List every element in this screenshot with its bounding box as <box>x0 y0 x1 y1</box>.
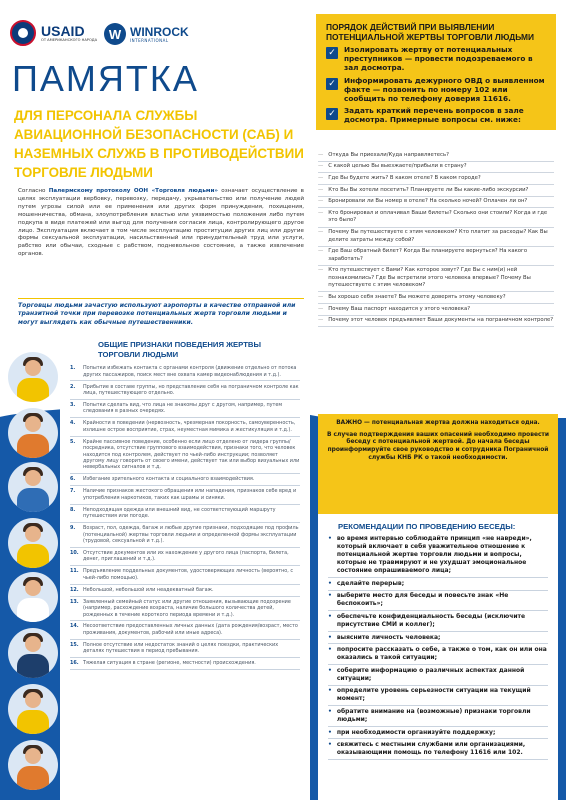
sign-item <box>70 400 300 418</box>
recommendation-text: обеспечьте конфиденциальность беседы (исключите присутствие СМИ и коллег); <box>336 613 526 629</box>
sign-item <box>70 486 300 504</box>
recommendation-item: • определите уровень серьезности ситуации на текущий момент; <box>328 686 548 707</box>
sign-number: 5. <box>70 438 76 445</box>
sign-number: 2. <box>70 383 76 390</box>
sign-number: 15. <box>70 641 79 648</box>
sign-number: 11. <box>70 568 79 575</box>
question-item: — Кто путешествует с Вами? Как которое зовут? Где Вы с ним(и) ней познакомились? Где Вы встретили этого человека впервые? Почему Вы путешествуете с этим человеком? <box>318 266 554 293</box>
check-icon: ✓ <box>326 47 338 59</box>
sign-text: Отсутствие документов или их нахождение у другого лица (паспорта, билета, денег, приглашений и т.д.). <box>83 549 289 563</box>
recommendation-item: • во время интервью соблюдайте принцип «не навреди», который включает в себя уважительное отношение к потенциальной жертве торговли людьми и вопросы, которые не травмируют и не ухудшат эмоциональное состояние опрашиваемого лица; <box>328 534 548 579</box>
warning-box <box>318 414 558 514</box>
sign-text: Крайности в поведении (нервозность, чрезмерная покорность, самоуверенность, излишне острое восприятие, страх, неуместная мимика и жестикуляция и т.д.). <box>83 420 296 433</box>
winrock-wordmark: WINROCK <box>130 24 189 39</box>
usaid-tagline: ОТ АМЕРИКАНСКОГО НАРОДА <box>41 38 98 42</box>
question-text: Почему Ваш паспорт находится у этого человека? <box>328 305 471 312</box>
sign-item <box>70 363 300 381</box>
recommendation-text: обратите внимание на (возможные) признаки торговли людьми; <box>336 708 531 724</box>
sign-item <box>70 566 300 584</box>
recommendation-item: • обратите внимание на (возможные) признаки торговли людьми; <box>328 706 548 727</box>
recommendation-text: определите уровень серьезности ситуации на текущий момент; <box>336 687 531 703</box>
recommendation-text: свяжитесь с местными службами или организациями, оказывающими помощь по телефону 11616 или 102. <box>336 741 526 757</box>
question-text: Кто путешествует с Вами? Как которое зовут? Где Вы с ним(и) ней познакомились? Где Вы встретили этого человека впервые? Почему Вы путешествуете с этим человеком? <box>328 267 531 289</box>
sign-item <box>70 523 300 548</box>
sign-text: Крайне пассивное поведение, особенно если лицо отделено от лидера группы/ посредника, отсутствие группового взаимодействия, признаки того, что человек находится под контролем, действует по чьей-либо инструкции; позволяет другому лицу говорить от своего имени, действует так или выбор визуальных или невербальных сигналов и т.д. <box>83 438 300 471</box>
recommendation-text: выясните личность человека; <box>336 633 441 641</box>
sign-text: Заявленный семейный статус или другие отношения, вызывающие подозрение (например, расхождение возраста, наличие большого количества детей, рожденных в течение короткого периода времени и т.д.). <box>83 598 291 618</box>
question-item: — Где Вы будете жить? В каком отеле? В каком городе? <box>318 173 554 185</box>
person-illustration-icon <box>8 408 58 458</box>
usaid-logo <box>10 18 98 48</box>
recommendation-text: попросите рассказать о себе, а также о том, как он или она оказались в такой ситуации; <box>336 646 547 662</box>
sign-text: Наличие признаков жестокого обращения или нападения, признаков себе вред и употребления наркотиков, таких как шрамы и синяки. <box>83 488 297 501</box>
recommendation-text: при необходимости организуйте поддержку; <box>336 728 496 736</box>
winrock-logo <box>104 20 214 48</box>
page-subtitle: ДЛЯ ПЕРСОНАЛА СЛУЖБЫ АВИАЦИОННОЙ БЕЗОПАСНОСТИ (САБ) И НАЗЕМНЫХ СЛУЖБ В ПРОТИВОДЕЙСТВИИ ТОРГОВЛЕ ЛЮДЬМИ <box>14 108 304 180</box>
sign-text: Возраст, пол, одежда, багаж и любые другие признаки, подходящие под профиль (потенциальной) жертвы торговли людьми и определенной формы эксплуатации (трудовой, сексуальной и т.д.). <box>83 525 299 544</box>
recommendation-item: • свяжитесь с местными службами или организациями, оказывающими помощь по телефону 11616 или 102. <box>328 739 548 760</box>
intro-divider <box>18 298 304 299</box>
question-text: Кто бронировал и оплачивал Ваши билеты? Сколько они стоили? Когда и где это было? <box>328 210 548 224</box>
sign-text: Попытки избежать контакта с органами контроля (движение отдельно от потока других пассажиров, поиск мест вне охвата камер видеонаблюдения и т.д.). <box>83 365 297 378</box>
question-text: Почему этот человек предъявляет Ваши документы на пограничном контроле? <box>328 317 554 324</box>
intro-text-pre: Согласно <box>18 188 49 194</box>
winrock-tagline: INTERNATIONAL <box>130 37 169 43</box>
winrock-mark-icon: W <box>104 23 126 45</box>
sign-item <box>70 548 300 566</box>
recommendation-item: • при необходимости организуйте поддержку; <box>328 727 548 740</box>
recommendation-text: во время интервью соблюдайте принцип «не навреди», который включает в себя уважительное отношение к потенциальной жертве торговли людьми и вопросы, которые не травмируют и не ухудшат эмоциональное состояние опрашиваемого лица; <box>336 535 532 575</box>
recommendation-item: • выясните личность человека; <box>328 632 548 645</box>
procedure-step-text: Изолировать жертву от потенциальных преступников — провести подозреваемого в зал досмотра. <box>344 45 533 72</box>
sign-item <box>70 381 300 399</box>
sign-number: 3. <box>70 401 76 408</box>
question-item: — Вы хорошо себя знаете? Вы можете доверять этому человеку? <box>318 292 554 304</box>
sign-text: Небольшой, небольшой или неадекватный багаж. <box>83 586 214 593</box>
person-illustration-icon <box>8 462 58 512</box>
person-illustration-icon <box>8 518 58 568</box>
sign-number: 13. <box>70 598 79 605</box>
sign-number: 7. <box>70 488 76 495</box>
recommendation-text: соберите информацию о различных аспектах данной ситуации; <box>336 666 525 682</box>
question-item: — Где Ваш обратный билет? Когда Вы планируете вернуться? На какого заработать? <box>318 247 554 266</box>
person-illustration-icon <box>8 684 58 734</box>
question-text: Вы хорошо себя знаете? Вы можете доверять этому человеку? <box>328 293 506 300</box>
sign-number: 4. <box>70 420 76 427</box>
recommendation-item: • сделайте перерыв; <box>328 578 548 591</box>
person-illustration-icon <box>8 352 58 402</box>
sign-item <box>70 585 300 597</box>
sign-item <box>70 640 300 658</box>
person-illustration-icon <box>8 572 58 622</box>
sign-item <box>70 505 300 523</box>
sign-text: Несоответствие предоставленных личных данных (дата рождения/возраст, место проживания, документов, рабочий или иные адреса). <box>83 623 298 636</box>
question-text: Где Ваш обратный билет? Когда Вы планируете вернуться? На какого заработать? <box>328 248 528 262</box>
sign-text: Избегание зрительного контакта и социального взаимодействия. <box>83 476 255 483</box>
sign-item <box>70 597 300 622</box>
procedure-step <box>326 77 546 104</box>
question-text: Где Вы будете жить? В каком отеле? В каком городе? <box>328 174 481 181</box>
signs-title: ОБЩИЕ ПРИЗНАКИ ПОВЕДЕНИЯ ЖЕРТВЫ ТОРГОВЛИ ЛЮДЬМИ <box>98 340 261 359</box>
intro-text-post: означает осуществление в целях эксплуатации вербовку, перевозку, передачу, укрывательство или получение людей путем угрозы силой или ее применения или других форм принуждения, похищения, мошенничества, обмана, злоупотребления властью или уязвимостью положения либо путем подкупа в виде платежей или выгод для получения согласия лица, контролирующего другое лицо. Эксплуатация включает в том числе эксплуатацию проституции других лиц или другие формы сексуальной эксплуатации, насильственный или принудительный труд или услуги, рабство или обычаи, сходные с рабством, подневольное состояние, а также извлечение органов. <box>18 188 304 258</box>
sign-text: Попытки сделать вид, что лица не знакомы друг с другом, например, путем следования в разных очередях. <box>83 401 283 415</box>
intro-paragraph <box>18 188 304 259</box>
recommendation-item: • соберите информацию о различных аспектах данной ситуации; <box>328 665 548 686</box>
usaid-wordmark: USAID <box>41 23 85 39</box>
sign-text: Тяжелая ситуация в стране (регионе, местности) происхождения. <box>83 660 256 667</box>
question-text: С какой целью Вы выезжаете/прибыли в страну? <box>328 163 467 170</box>
sign-number: 8. <box>70 506 76 513</box>
procedure-box <box>316 14 556 130</box>
recommendations-card <box>318 514 558 800</box>
question-item: — Откуда Вы приехали/Куда направляетесь? <box>318 150 554 162</box>
recommendations-title: РЕКОМЕНДАЦИИ ПО ПРОВЕДЕНИЮ БЕСЕДЫ: <box>338 522 516 531</box>
recommendation-text: сделайте перерыв; <box>336 579 405 587</box>
question-item: — Почему Вы путешествуете с этим человеком? Кто платит за расходы? Как Вы делите затраты между собой? <box>318 228 554 247</box>
sign-item <box>70 658 300 670</box>
person-illustration-icon <box>8 740 58 790</box>
question-text: Почему Вы путешествуете с этим человеком? Кто платит за расходы? Как Вы делите затраты между собой? <box>328 229 548 243</box>
sign-text: Неподходящая одежда или внешний вид, не соответствующий маршруту путешествия или погоде. <box>83 506 276 520</box>
procedure-step-text: Информировать дежурного ОВД о выявленном факте — позвонить по номеру 102 или сообщить по телефону доверия 11616. <box>344 75 545 103</box>
procedure-step <box>326 46 546 73</box>
question-item: — С какой целью Вы выезжаете/прибыли в страну? <box>318 162 554 174</box>
question-text: Кто Вы Вы хотели посетить? Планируете ли Вы какие-либо экскурсии? <box>328 186 529 193</box>
warning-headline: ВАЖНО — потенциальная жертва должна находиться одна. <box>336 420 540 426</box>
sign-item <box>70 437 300 475</box>
sign-number: 1. <box>70 365 76 372</box>
signs-card <box>60 330 310 800</box>
question-item: — Кто бронировал и оплачивал Ваши билеты? Сколько они стоили? Когда и где это было? <box>318 208 554 227</box>
sign-text: Прибытие в составе группы, но представление себя на пограничном контроле как лица, путешествующего отдельно. <box>83 383 299 396</box>
sign-item <box>70 474 300 486</box>
check-icon: ✓ <box>326 108 338 120</box>
question-item: — Бронировали ли Вы номер в отеле? На сколько ночей? Оплачен ли он? <box>318 197 554 209</box>
question-item: — Почему Ваш паспорт находится у этого человека? <box>318 304 554 316</box>
question-text: Бронировали ли Вы номер в отеле? На сколько ночей? Оплачен ли он? <box>328 198 528 205</box>
question-item: — Почему этот человек предъявляет Ваши документы на пограничном контроле? <box>318 316 554 328</box>
usaid-seal-icon <box>10 20 36 46</box>
sign-item <box>70 418 300 436</box>
sign-number: 12. <box>70 586 79 593</box>
intro-note: Торговцы людьми зачастую используют аэропорты в качестве отправной или транзитной точки при перевозке потенциальных жертв торговли людьми и могут выглядеть как обычные путешественники. <box>18 302 296 326</box>
questions-list <box>318 150 554 327</box>
sign-number: 10. <box>70 549 79 556</box>
intro-protocol: Палермскому протоколу ООН «Торговля людьми» <box>48 188 218 194</box>
sign-text: Предъявление поддельных документов, удостоверяющих личность (вероятно, с чьей-либо помощью). <box>83 568 294 581</box>
recommendation-item: • обеспечьте конфиденциальность беседы (исключите присутствие СМИ и коллег); <box>328 611 548 632</box>
sign-item <box>70 621 300 639</box>
warning-text: В случае подтверждения ваших опасений необходимо провести беседу с потенциальной жертвой. До начала беседы проинформируйте свое руководство и сотрудника Пограничной службы КНБ РК о такой необходимости. <box>327 431 549 461</box>
procedure-step-text: Задать краткий перечень вопросов в зале досмотра. Примерные вопросы см. ниже: <box>344 106 524 125</box>
procedure-step <box>326 107 546 125</box>
question-text: Откуда Вы приехали/Куда направляетесь? <box>328 151 449 158</box>
sign-number: 6. <box>70 476 76 483</box>
question-item: — Кто Вы Вы хотели посетить? Планируете ли Вы какие-либо экскурсии? <box>318 185 554 197</box>
person-illustration-icon <box>8 628 58 678</box>
sign-text: Полное отсутствие или недостаток знаний о целях поездки, практических деталях путешествия в период пребывания. <box>83 641 279 655</box>
recommendation-item: • выберите место для беседы и повесьте знак «Не беспокоить»; <box>328 591 548 612</box>
procedure-title: ПОРЯДОК ДЕЙСТВИЙ ПРИ ВЫЯВЛЕНИИ ПОТЕНЦИАЛЬНОЙ ЖЕРТВЫ ТОРГОВЛИ ЛЮДЬМИ <box>326 22 534 42</box>
sign-number: 14. <box>70 623 79 630</box>
page-title: ПАМЯТКА <box>12 58 199 99</box>
recommendation-item: • попросите рассказать о себе, а также о том, как он или она оказались в такой ситуации; <box>328 644 548 665</box>
sign-number: 9. <box>70 525 76 532</box>
recommendation-text: выберите место для беседы и повесьте знак «Не беспокоить»; <box>336 592 509 608</box>
check-icon: ✓ <box>326 78 338 90</box>
sign-number: 16. <box>70 660 79 667</box>
